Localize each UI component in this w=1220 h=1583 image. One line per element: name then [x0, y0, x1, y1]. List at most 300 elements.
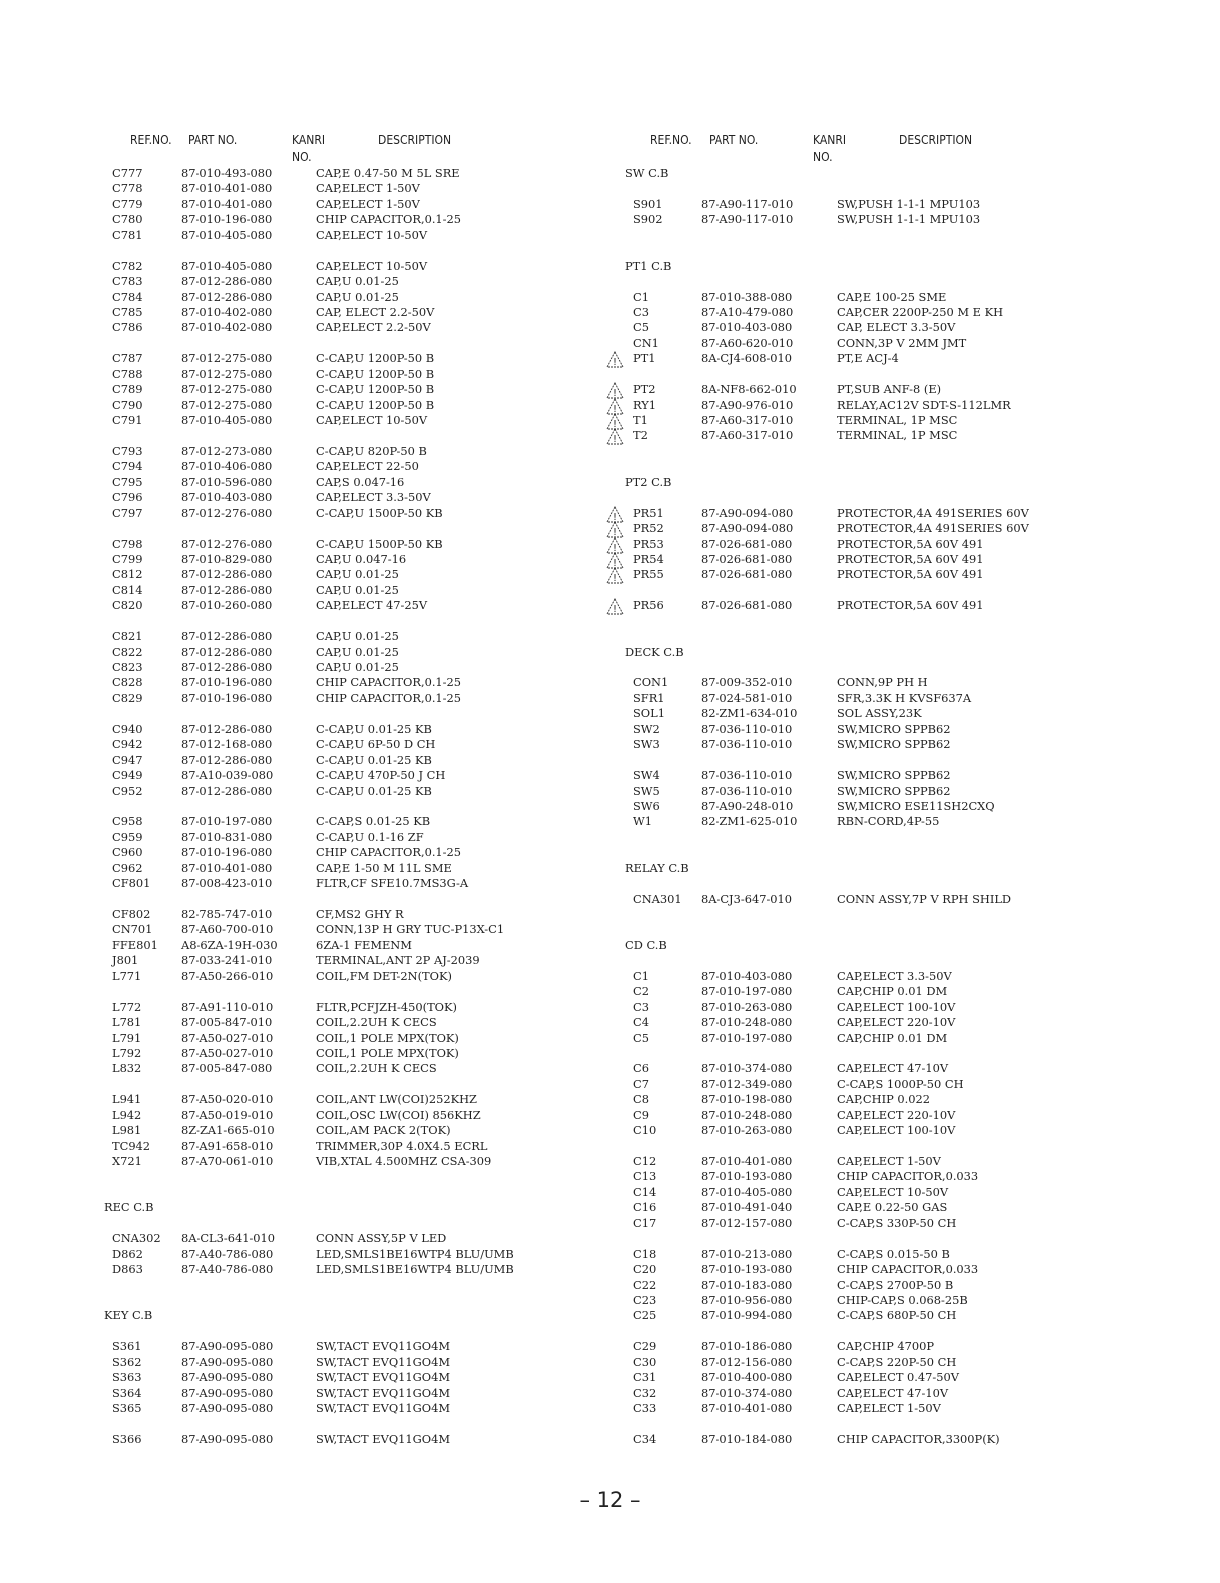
description-cell: PT,SUB ANF-8 (E): [837, 382, 942, 397]
svg-text:!: !: [612, 557, 618, 569]
table-row: [600, 1185, 1220, 1200]
description-cell: SW,MICRO SPPB62: [837, 783, 951, 798]
row-spacer: [600, 274, 1220, 289]
description-cell: COIL,OSC LW(COI) 856KHZ: [316, 1107, 481, 1122]
part-no-cell: 87-010-248-080: [701, 1107, 793, 1122]
ref-no-cell: L792: [112, 1045, 142, 1060]
table-row: [0, 1015, 600, 1030]
row-spacer: [600, 753, 1220, 768]
description-cell: C-CAP,U 0.01-25 KB: [316, 783, 432, 798]
description-cell: C-CAP,U 0.01-25 KB: [316, 752, 432, 767]
description-cell: CAP,ELECT 10-50V: [837, 1184, 949, 1199]
ref-no-cell: C949: [112, 768, 143, 783]
table-row: [0, 197, 600, 212]
description-cell: C-CAP,U 1200P-50 B: [316, 351, 435, 366]
part-no-cell: 87-A50-020-010: [181, 1092, 274, 1107]
ref-no-cell: C795: [112, 474, 143, 489]
row-spacer: [600, 228, 1220, 243]
table-row: [600, 1401, 1220, 1416]
table-row: [600, 382, 1220, 400]
table-row: [0, 212, 600, 227]
row-spacer: [600, 953, 1220, 968]
description-cell: 6ZA-1 FEMENM: [316, 937, 412, 952]
ref-no-cell: C942: [112, 737, 143, 752]
table-row: [0, 320, 600, 335]
description-cell: CAP,E 1-50 M 11L SME: [316, 860, 452, 875]
ref-no-cell: C22: [633, 1277, 657, 1292]
description-cell: CAP,U 0.047-16: [316, 551, 407, 566]
header-kanri-no: NO.: [292, 150, 312, 164]
ref-no-cell: C783: [112, 274, 143, 289]
table-row: [600, 1355, 1220, 1370]
description-cell: FLTR,PCFJZH-450(TOK): [316, 999, 457, 1014]
ref-no-cell: SFR1: [633, 690, 665, 705]
table-row: [0, 1046, 600, 1061]
description-cell: CAP,ELECT 100-10V: [837, 999, 956, 1014]
table-row: [600, 320, 1220, 335]
part-no-cell: 87-024-581-010: [701, 690, 793, 705]
part-no-cell: 87-012-275-080: [181, 366, 273, 381]
row-spacer: [0, 1278, 600, 1293]
ref-no-cell: S902: [633, 212, 663, 227]
ref-no-cell: PT1: [633, 351, 656, 366]
part-no-cell: 87-036-110-010: [701, 737, 793, 752]
ref-no-cell: T1: [633, 413, 648, 427]
description-cell: CAP,U 0.01-25: [316, 582, 399, 597]
table-row: [600, 814, 1220, 829]
ref-no-cell: C788: [112, 366, 143, 381]
ref-no-cell: C829: [112, 690, 143, 705]
section-title: PT1 C.B: [625, 258, 672, 273]
table-row: [600, 212, 1220, 227]
part-no-cell: 87-012-273-080: [181, 443, 273, 458]
part-no-cell: 87-009-352-010: [701, 675, 793, 690]
description-cell: COIL,ANT LW(COI)252KHZ: [316, 1092, 477, 1107]
part-no-cell: 87-010-493-080: [181, 166, 273, 180]
description-cell: CAP,ELECT 10-50V: [316, 413, 428, 427]
part-no-cell: 87-A90-117-010: [701, 212, 794, 227]
ref-no-cell: TC942: [112, 1138, 151, 1153]
table-row: [0, 814, 600, 829]
part-no-cell: 87-A90-117-010: [701, 196, 794, 211]
ref-no-cell: C5: [633, 320, 649, 335]
ref-no-cell: S361: [112, 1339, 142, 1354]
ref-no-cell: C32: [633, 1385, 657, 1400]
table-row: [0, 181, 600, 196]
part-no-cell: 87-010-405-080: [181, 258, 273, 273]
svg-text:!: !: [612, 511, 618, 523]
row-spacer: [600, 907, 1220, 922]
header-kanri: KANRI: [292, 133, 326, 147]
table-row: [600, 1092, 1220, 1107]
description-cell: TERMINAL, 1P MSC: [837, 413, 958, 427]
ref-no-cell: L781: [112, 1015, 142, 1030]
table-row: [0, 1262, 600, 1277]
ref-no-cell: PT2: [633, 382, 656, 397]
table-row: [600, 1262, 1220, 1277]
description-cell: TERMINAL,ANT 2P AJ-2039: [316, 953, 480, 968]
description-cell: CAP,ELECT 10-50V: [316, 258, 428, 273]
description-cell: CAP,E 0.22-50 GAS: [837, 1200, 948, 1215]
part-no-cell: 87-A90-095-080: [181, 1385, 274, 1400]
description-cell: CONN ASSY,5P V LED: [316, 1231, 447, 1246]
description-cell: LED,SMLS1BE16WTP4 BLU/UMB: [316, 1262, 514, 1277]
part-no-cell: 87-010-184-080: [701, 1431, 793, 1446]
part-no-cell: 87-010-401-080: [181, 860, 273, 875]
part-no-cell: 87-A90-095-080: [181, 1431, 274, 1446]
part-no-cell: 87-010-196-080: [181, 212, 273, 227]
row-spacer: [600, 583, 1220, 598]
svg-text:!: !: [612, 388, 618, 400]
ref-no-cell: SW6: [633, 798, 660, 813]
table-row: [0, 1000, 600, 1015]
ref-no-cell: C30: [633, 1354, 657, 1369]
table-row: [600, 521, 1220, 539]
table-row: [0, 861, 600, 876]
ref-no-cell: C31: [633, 1370, 657, 1385]
table-row: [600, 398, 1220, 413]
part-no-cell: 87-A60-317-010: [701, 413, 794, 427]
table-row: [0, 1108, 600, 1123]
part-no-cell: 82-785-747-010: [181, 907, 273, 921]
ref-no-cell: L941: [112, 1092, 142, 1107]
description-cell: SW,PUSH 1-1-1 MPU103: [837, 196, 981, 211]
svg-text:!: !: [612, 403, 618, 415]
part-no-cell: 82-ZM1-634-010: [701, 706, 798, 721]
header-part-no: PART NO.: [188, 133, 238, 147]
table-row: [600, 1031, 1220, 1046]
table-row: [0, 784, 600, 799]
ref-no-cell: C821: [112, 629, 143, 644]
row-spacer: [600, 181, 1220, 196]
row-spacer: [0, 1216, 600, 1231]
description-cell: CAP,ELECT 3.3-50V: [316, 490, 431, 505]
ref-no-cell: S901: [633, 196, 663, 211]
ref-no-cell: S365: [112, 1401, 142, 1415]
table-row: [600, 506, 1220, 521]
ref-no-cell: C786: [112, 320, 143, 335]
table-row: [600, 1061, 1220, 1076]
table-row: [600, 1000, 1220, 1015]
description-cell: PT,E ACJ-4: [837, 351, 899, 366]
table-row: [600, 567, 1220, 585]
ref-no-cell: C5: [633, 1030, 649, 1045]
svg-text:!: !: [612, 604, 618, 616]
table-row: [600, 305, 1220, 320]
ref-no-cell: C952: [112, 783, 143, 798]
table-row: [600, 691, 1220, 706]
table-row: [600, 336, 1220, 351]
ref-no-cell: SW4: [633, 768, 660, 783]
part-no-cell: 87-012-156-080: [701, 1354, 793, 1369]
row-spacer: [0, 1169, 600, 1184]
description-cell: COIL,2.2UH K CECS: [316, 1061, 437, 1076]
ref-no-cell: C33: [633, 1401, 657, 1415]
ref-no-cell: L772: [112, 999, 142, 1014]
part-no-cell: 87-010-213-080: [701, 1246, 793, 1261]
description-cell: CAP,CHIP 0.022: [837, 1092, 930, 1107]
description-cell: PROTECTOR,5A 60V 491: [837, 551, 984, 566]
part-no-cell: 87-A60-700-010: [181, 922, 274, 937]
description-cell: CONN,13P H GRY TUC-P13X-C1: [316, 922, 505, 937]
description-cell: SW,TACT EVQ11GO4M: [316, 1370, 450, 1385]
description-cell: SW,MICRO SPPB62: [837, 737, 951, 752]
table-row: [600, 1169, 1220, 1184]
part-no-cell: 87-012-276-080: [181, 536, 273, 551]
description-cell: COIL,FM DET-2N(TOK): [316, 968, 452, 983]
ref-no-cell: D863: [112, 1262, 143, 1277]
svg-text:!: !: [612, 527, 618, 539]
table-row: [0, 598, 600, 613]
part-no-cell: 87-010-374-080: [701, 1385, 793, 1400]
row-spacer: [600, 845, 1220, 860]
row-spacer: [0, 243, 600, 258]
ref-no-cell: C18: [633, 1246, 657, 1261]
part-no-cell: 87-A50-266-010: [181, 968, 274, 983]
part-no-cell: 87-010-491-040: [701, 1200, 793, 1215]
part-no-cell: 87-A70-061-010: [181, 1154, 274, 1168]
part-no-cell: 87-010-956-080: [701, 1292, 793, 1307]
part-no-cell: 87-A60-317-010: [701, 428, 794, 443]
row-spacer: [0, 1293, 600, 1308]
ref-no-cell: C7: [633, 1076, 649, 1091]
part-no-cell: 87-005-847-010: [181, 1015, 273, 1030]
ref-no-cell: C822: [112, 644, 143, 659]
part-no-cell: 87-A50-019-010: [181, 1107, 274, 1122]
safety-warning-icon: [606, 351, 624, 372]
table-row: [600, 1123, 1220, 1138]
table-row: [600, 892, 1220, 907]
safety-warning-icon: [606, 567, 624, 588]
description-cell: C-CAP,U 820P-50 B: [316, 443, 427, 458]
description-cell: CHIP CAPACITOR,0.1-25: [316, 690, 462, 705]
ref-no-cell: C4: [633, 1015, 649, 1030]
part-no-cell: 87-010-401-080: [181, 196, 273, 211]
ref-no-cell: C814: [112, 582, 143, 597]
part-no-cell: 87-010-400-080: [701, 1370, 793, 1385]
row-spacer: [0, 1077, 600, 1092]
part-no-cell: 87-005-847-080: [181, 1061, 273, 1076]
table-row: [600, 984, 1220, 999]
table-row: [600, 197, 1220, 212]
description-cell: CONN,3P V 2MM JMT: [837, 335, 967, 350]
description-cell: CAP,ELECT 2.2-50V: [316, 320, 431, 335]
part-no-cell: 87-A90-976-010: [701, 397, 794, 412]
table-row: [600, 428, 1220, 446]
part-no-cell: 87-010-193-080: [701, 1262, 793, 1277]
part-no-cell: 87-A90-095-080: [181, 1370, 274, 1385]
ref-no-cell: T2: [633, 428, 648, 443]
part-no-cell: 87-A50-027-010: [181, 1030, 274, 1045]
description-cell: SW,TACT EVQ11GO4M: [316, 1354, 450, 1369]
part-no-cell: 87-026-681-080: [701, 598, 793, 613]
table-row: [600, 1432, 1220, 1447]
row-spacer: [600, 444, 1220, 459]
row-spacer: [0, 336, 600, 351]
ref-no-cell: L832: [112, 1061, 142, 1076]
ref-no-cell: L981: [112, 1123, 142, 1138]
section-heading: [600, 645, 1220, 660]
part-no-cell: 87-010-401-080: [701, 1401, 793, 1415]
description-cell: CAP,CHIP 0.01 DM: [837, 1030, 948, 1045]
description-cell: C-CAP,U 1200P-50 B: [316, 397, 435, 412]
row-spacer: [600, 629, 1220, 644]
table-row: [0, 953, 600, 968]
description-cell: CAP,U 0.01-25: [316, 660, 399, 674]
ref-no-cell: C6: [633, 1061, 649, 1076]
description-cell: CAP,ELECT 47-10V: [837, 1061, 949, 1076]
description-cell: SW,MICRO ESE11SH2CXQ: [837, 798, 995, 813]
ref-no-cell: C962: [112, 860, 143, 875]
ref-no-cell: C797: [112, 505, 143, 520]
table-row: [600, 413, 1220, 428]
description-cell: CAP,U 0.01-25: [316, 274, 399, 289]
ref-no-cell: D862: [112, 1246, 143, 1261]
part-no-cell: 87-026-681-080: [701, 536, 793, 551]
part-no-cell: 82-ZM1-625-010: [701, 814, 798, 829]
table-row: [0, 969, 600, 984]
part-no-cell: 87-012-286-080: [181, 289, 273, 304]
part-no-cell: 87-010-405-080: [181, 413, 273, 427]
ref-no-cell: C780: [112, 212, 143, 227]
table-row: [0, 1139, 600, 1154]
ref-no-cell: C781: [112, 227, 143, 242]
ref-no-cell: C787: [112, 351, 143, 366]
table-row: [600, 799, 1220, 814]
ref-no-cell: C2: [633, 984, 649, 999]
svg-text:!: !: [612, 357, 618, 369]
ref-no-cell: SOL1: [633, 706, 665, 721]
table-row: [600, 1370, 1220, 1385]
part-no-cell: 87-010-406-080: [181, 459, 273, 474]
table-row: [600, 706, 1220, 721]
section-heading: [600, 259, 1220, 274]
part-no-cell: 87-A90-095-080: [181, 1401, 274, 1415]
part-no-cell: 87-010-248-080: [701, 1015, 793, 1030]
description-cell: C-CAP,U 0.01-25 KB: [316, 721, 432, 736]
ref-no-cell: C812: [112, 567, 143, 582]
table-row: [0, 876, 600, 891]
part-no-cell: 8A-CJ4-608-010: [701, 351, 793, 366]
part-no-cell: 87-010-198-080: [701, 1092, 793, 1107]
part-no-cell: 87-010-197-080: [701, 1030, 793, 1045]
left-parts-list: [0, 166, 600, 1447]
ref-no-cell: C14: [633, 1184, 657, 1199]
ref-no-cell: CF801: [112, 876, 151, 891]
table-row: [0, 290, 600, 305]
table-row: [600, 598, 1220, 616]
table-row: [600, 1077, 1220, 1092]
part-no-cell: 87-036-110-010: [701, 768, 793, 783]
part-no-cell: 87-026-681-080: [701, 567, 793, 582]
description-cell: PROTECTOR,5A 60V 491: [837, 567, 984, 582]
ref-no-cell: C960: [112, 845, 143, 860]
ref-no-cell: RY1: [633, 397, 656, 412]
row-spacer: [600, 922, 1220, 937]
description-cell: CHIP CAPACITOR,3300P(K): [837, 1431, 1000, 1446]
section-title: KEY C.B: [104, 1308, 153, 1323]
ref-no-cell: S366: [112, 1431, 142, 1446]
ref-no-cell: CON1: [633, 675, 669, 690]
ref-no-cell: C784: [112, 289, 143, 304]
row-spacer: [0, 1185, 600, 1200]
ref-no-cell: C796: [112, 490, 143, 505]
description-cell: CAP,ELECT 47-25V: [316, 598, 428, 613]
part-no-cell: 87-010-260-080: [181, 598, 273, 613]
section-heading: [600, 861, 1220, 876]
description-cell: CAP,E 100-25 SME: [837, 289, 947, 304]
description-cell: FLTR,CF SFE10.7MS3G-A: [316, 876, 469, 891]
ref-no-cell: C12: [633, 1154, 657, 1168]
ref-no-cell: C794: [112, 459, 143, 474]
table-row: [0, 691, 600, 706]
part-no-cell: 87-A90-095-080: [181, 1354, 274, 1369]
row-spacer: [0, 706, 600, 721]
description-cell: CAP,E 0.47-50 M 5L SRE: [316, 166, 460, 180]
description-cell: C-CAP,U 1500P-50 KB: [316, 505, 443, 520]
ref-no-cell: CNA302: [112, 1231, 161, 1246]
description-cell: CAP,U 0.01-25: [316, 289, 399, 304]
table-row: [0, 1123, 600, 1138]
ref-no-cell: C789: [112, 382, 143, 397]
part-no-cell: 87-010-263-080: [701, 999, 793, 1014]
description-cell: PROTECTOR,5A 60V 491: [837, 536, 984, 551]
description-cell: TERMINAL, 1P MSC: [837, 428, 958, 443]
row-spacer: [600, 367, 1220, 382]
description-cell: C-CAP,S 330P-50 CH: [837, 1215, 957, 1230]
description-cell: CAP,ELECT 1-50V: [837, 1154, 941, 1168]
header-description: DESCRIPTION: [899, 133, 973, 147]
ref-no-cell: C828: [112, 675, 143, 690]
table-row: [0, 567, 600, 582]
table-row: [600, 784, 1220, 799]
ref-no-cell: C777: [112, 166, 143, 180]
table-row: [0, 259, 600, 274]
table-row: [0, 1061, 600, 1076]
table-row: [0, 506, 600, 521]
svg-text:!: !: [612, 573, 618, 585]
table-row: [0, 737, 600, 752]
section-title: CD C.B: [625, 937, 667, 952]
ref-no-cell: C17: [633, 1215, 657, 1230]
table-row: [0, 305, 600, 320]
ref-no-cell: S362: [112, 1354, 142, 1369]
description-cell: C-CAP,U 1200P-50 B: [316, 366, 435, 381]
ref-no-cell: C959: [112, 829, 143, 844]
description-cell: CAP, ELECT 3.3-50V: [837, 320, 956, 335]
part-no-cell: 87-036-110-010: [701, 783, 793, 798]
part-no-cell: 87-026-681-080: [701, 551, 793, 566]
table-row: [600, 537, 1220, 552]
table-row: [0, 768, 600, 783]
description-cell: PROTECTOR,4A 491SERIES 60V: [837, 521, 1029, 536]
row-spacer: [600, 830, 1220, 845]
table-row: [600, 1216, 1220, 1231]
ref-no-cell: C958: [112, 814, 143, 829]
ref-no-cell: C823: [112, 660, 143, 674]
description-cell: COIL,AM PACK 2(TOK): [316, 1123, 451, 1138]
description-cell: CAP,ELECT 22-50: [316, 459, 419, 474]
safety-warning-icon: [606, 428, 624, 449]
table-row: [0, 351, 600, 366]
description-cell: TRIMMER,30P 4.0X4.5 ECRL: [316, 1138, 488, 1153]
description-cell: C-CAP,U 1200P-50 B: [316, 382, 435, 397]
table-row: [600, 1154, 1220, 1169]
ref-no-cell: C785: [112, 304, 143, 319]
table-row: [0, 1154, 600, 1169]
ref-no-cell: C13: [633, 1169, 657, 1184]
part-no-cell: 87-010-405-080: [181, 227, 273, 242]
